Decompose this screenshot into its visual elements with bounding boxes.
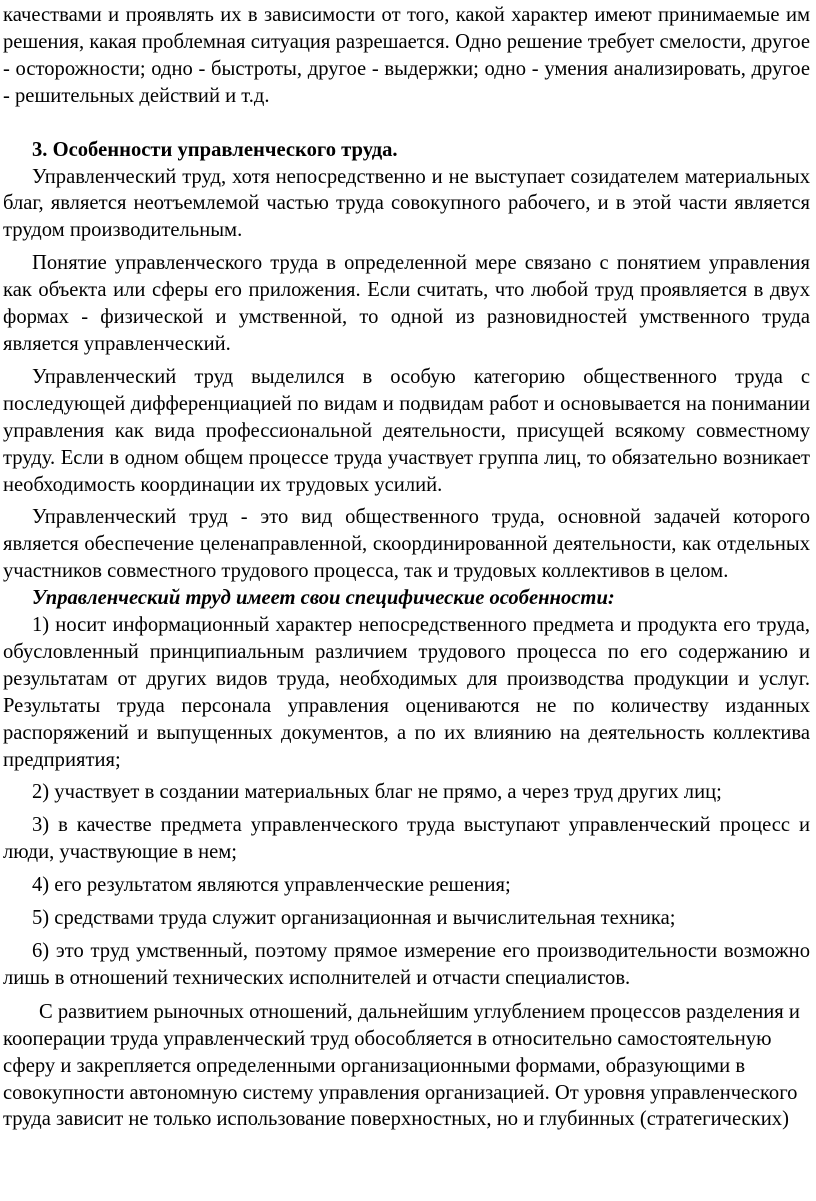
feature-item-3: 3) в качестве предмета управленческого труда выступают управленческий процесс и люди, участвующие в нем; (3, 814, 810, 864)
paragraph-3: Управленческий труд выделился в особую категорию общественного труда с последующей дифференциацией по видам и подвидам работ и основывается на понимании управления как вида профессиональной деятельности, присущей всякому совместному труду. Если в одном общем процессе труда участвует группа лиц, то обязательно возникает необходимость координации их трудовых усилий. (3, 365, 810, 496)
intro-paragraph: качествами и проявлять их в зависимости от того, какой характер имеют принимаемые им решения, какая проблемная ситуация разрешается. Одно решение требует смелости, другое - осторожности; одно - быстроты, другое - выдержки; одно - умения анализировать, другое - решительных действий и т.д. (3, 4, 810, 107)
blank-line (3, 992, 810, 999)
feature-item-5: 5) средствами труда служит организационная и вычислительная техника; (32, 907, 676, 930)
paragraph-2: Понятие управленческого труда в определенной мере связано с понятием управления как объекта или сферы его приложения. Если считать, что любой труд проявляется в двух формах - физической и умственной, то одной из разновидностей умственного труда является управленческий. (3, 252, 810, 355)
paragraph-1: Управленческий труд, хотя непосредственно и не выступает созидателем материальных благ, является неотъемлемой частью труда совокупного рабочего, и в этой части является трудом производительным. (3, 165, 810, 242)
closing-paragraph: С развитием рыночных отношений, дальнейшим углублением процессов разделения и кооперации труда управленческий труд обособляется в относительно самостоятельную сферу и закрепляется определенными организационными формами, образующими в совокупности автономную систему управления организацией. От уровня управленческого труда зависит не только использование поверхностных, но и глубинных (стратегических) (3, 1000, 800, 1131)
blank-line (3, 110, 810, 137)
paragraph-4: Управленческий труд - это вид общественного труда, основной задачей которого является обеспечение целенаправленной, скоординированной деятельности, как отдельных участников совместного трудового процесса, так и трудовых коллективов в целом. (3, 506, 810, 583)
section-heading: 3. Особенности управленческого труда. (32, 138, 398, 161)
feature-item-6: 6) это труд умственный, поэтому прямое измерение его производительности возможно лишь в отношений технических исполнителей и отчасти специалистов. (3, 940, 810, 989)
features-heading: Управленческий труд имеет свои специфические особенности: (32, 587, 615, 610)
feature-item-2: 2) участвует в создании материальных благ не прямо, а через труд других лиц; (32, 781, 722, 804)
feature-item-1: 1) носит информационный характер непосредственного предмета и продукта его труда, обусловленный принципиальным различием трудового процесса по его содержанию и результатам от других видов труда, необходимых для производства продукции и услуг. Результаты труда персонала управления оцениваются не по количеству изданных распоряжений и выпущенных документов, а по их влиянию на деятельность коллектива предприятия; (3, 614, 810, 771)
feature-item-4: 4) его результатом являются управленческие решения; (32, 874, 511, 897)
